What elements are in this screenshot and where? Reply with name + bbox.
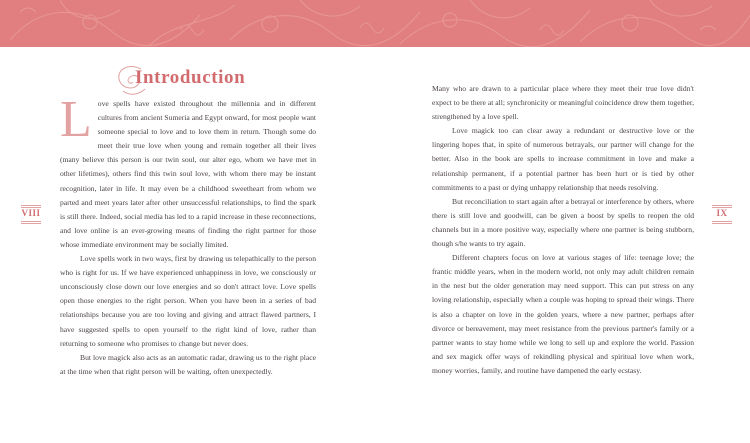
paragraph: Love spells work in two ways, first by drawing us telepathically to the person who is right for us. If we have experienced unhappiness in love, we consciously or unconsciously close down our love energies and so don't attract love. Love spells open those energies to the right person. When you have been in a series of bad relationships because you are too loving and giving and attract flawed partners, I have suggested spells to open yourself to the right kind of love, rather than returning to someone who promises to change but never does.: [60, 254, 316, 348]
right-page-body: [432, 82, 694, 378]
page-number-right: [710, 207, 734, 221]
decorative-header-banner: [0, 0, 750, 47]
page-number-left: [19, 207, 43, 221]
paragraph-text: ove spells have existed throughout the millennia and in different cultures from ancient Sumeria and Egypt onward, for most people want someone special to love and to love them in return. Though some do meet their true love when young and remain together all their lives (many believe this person is our twin soul, our alter ego, whom we have met in other lifetimes), others find this twin soul love, with whom there may be instant recognition, later in life. It may even be a childhood sweetheart from whom we parted and meet years later after other unsuccessful relationships, to find the spark is still there. Indeed, social media has led to a rapid increase in these reconnections, and love online is an ever-growing means of finding the right partner for those whose immediate environment may be socially limited.: [60, 99, 316, 249]
left-page-body: [60, 91, 316, 379]
folio-rule: [712, 223, 732, 224]
chapter-title: Introduction: [135, 67, 246, 88]
right-page: [375, 47, 750, 443]
paragraph: Many who are drawn to a particular place where they meet their true love didn't expect to be there at all; synchronicity or meaningful coincidence drew them together, strengthened by a love spell.: [432, 84, 694, 122]
left-page: [0, 47, 375, 443]
page-number-label: IX: [716, 208, 728, 218]
paragraph: [60, 91, 316, 252]
chapter-heading: [113, 63, 263, 97]
folio-rule: [712, 221, 732, 222]
paragraph: But reconciliation to start again after a betrayal or interference by others, where there is still love and goodwill, can be given a boost by spells to reopen the old channels but in a more positive way, especially where one partner is being stubborn, though s/he wants to try again.: [432, 196, 694, 249]
floral-pattern-icon: [0, 0, 750, 47]
folio-rule: [21, 205, 41, 206]
paragraph: Love magick too can clear away a redundant or destructive love or the lingering hopes that, in spite of numerous betrayals, our partner will change for the better. Also in the book are spells to increase commitment in love and make a relationship permanent, if a potential partner has been hurt or is tied by other commitments to a past or dying unhappy relationship that needs resolving.: [432, 126, 694, 192]
folio-rule: [21, 223, 41, 224]
drop-cap: L: [60, 91, 92, 148]
folio-rule: [21, 221, 41, 222]
paragraph: But love magick also acts as an automatic radar, drawing us to the right place at the time when that right person will be waiting, often unexpectedly.: [60, 352, 316, 376]
folio-rule: [712, 205, 732, 206]
paragraph: Different chapters focus on love at various stages of life: teenage love; the frantic middle years, when in the modern world, not only may adult children remain in the nest but the older generation may need support. This can put stress on any loving relationship, especially when a couple was hoping to spread their wings. There is also a chapter on love in the golden years, where a new partner, perhaps after divorce or bereavement, may meet resistance from the previous partner's family or a partner wants to stay home while we long to sell up and explore the world. Passion and sex magick offer ways of rekindling physical and spiritual love when work, money worries, family, and routine have dampened the early ecstasy.: [432, 253, 694, 375]
page-number-label: VIII: [21, 208, 41, 218]
